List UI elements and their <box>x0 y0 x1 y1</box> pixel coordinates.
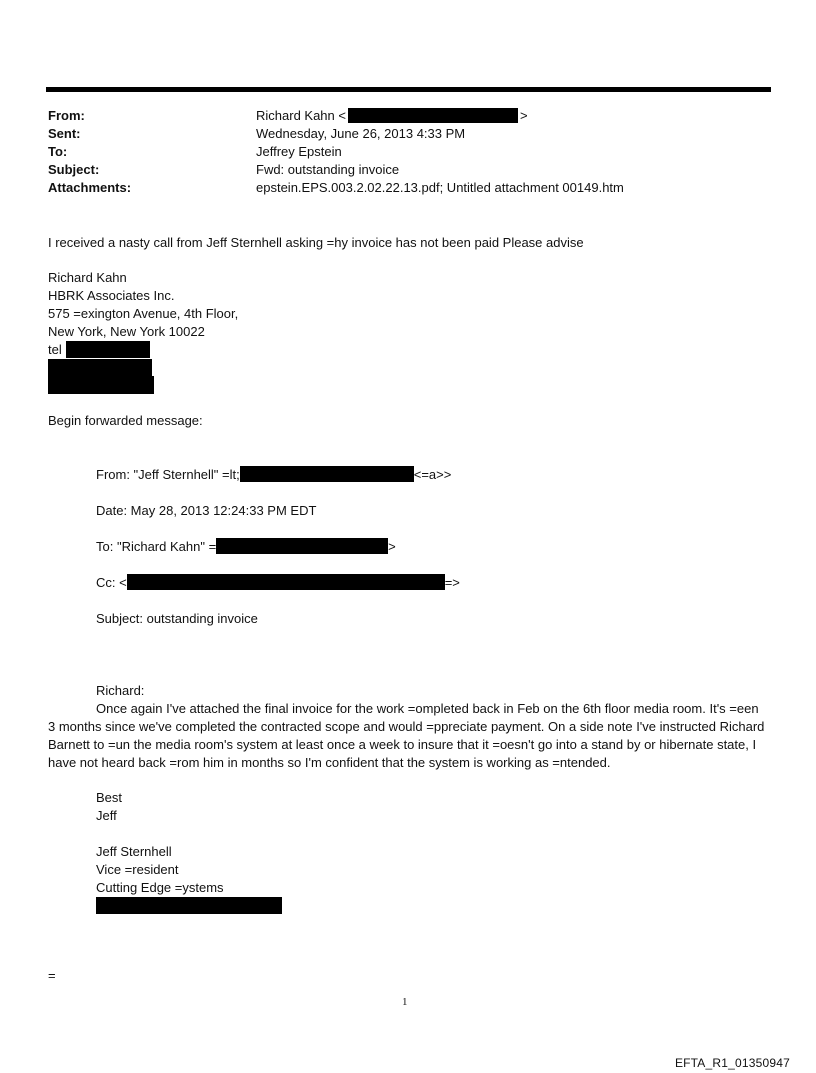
signature-company: HBRK Associates Inc. <box>48 288 175 303</box>
attachments-label: Attachments: <box>48 180 132 195</box>
fwd-paragraph: Once again I've attached the final invoice for the work =ompleted back in Feb on the 6th floor media room. It's =een 3 months since we've completed the contracted scope and would =ppreciate payment. On a side note I've instructed Richard Barnett to =un the media room's system at least once a week to insure that it =oesn't go into a stand by or hibernate state, I have not heard back =rom him in months so I'm confident that the system is working as =ntended. <box>48 701 765 770</box>
fwd-closing-name: Jeff <box>96 808 117 823</box>
fwd-salutation: Richard: <box>96 683 145 698</box>
to-label: To: <box>48 144 68 159</box>
to-value: Jeffrey Epstein <box>256 144 342 159</box>
header-rule <box>46 87 771 92</box>
signature-name: Richard Kahn <box>48 270 127 285</box>
fwd-from-suffix: <=a>> <box>413 467 452 482</box>
fwd-subject: Subject: outstanding invoice <box>96 611 258 626</box>
redaction-block <box>348 108 518 123</box>
sent-value: Wednesday, June 26, 2013 4:33 PM <box>256 126 466 141</box>
fwd-cc-suffix: => <box>444 575 460 590</box>
bates-number: EFTA_R1_01350947 <box>674 1056 790 1070</box>
signature-address1: 575 =exington Avenue, 4th Floor, <box>48 306 239 321</box>
subject-value: Fwd: outstanding invoice <box>256 162 400 177</box>
redaction-block <box>216 538 388 554</box>
fwd-to-suffix: > <box>388 539 396 554</box>
signature-tel: tel <box>48 342 62 357</box>
forward-intro: Begin forwarded message: <box>48 413 203 428</box>
signature-address2: New York, New York 10022 <box>48 324 205 339</box>
page-number: 1 <box>402 996 408 1008</box>
redaction-block <box>66 341 150 358</box>
fwd-sig-company: Cutting Edge =ystems <box>96 880 224 895</box>
attachments-value: epstein.EPS.003.2.02.22.13.pdf; Untitled attachment 00149.htm <box>256 180 624 195</box>
fwd-sig-title: Vice =resident <box>96 862 179 877</box>
subject-label: Subject: <box>48 162 100 177</box>
fwd-from-row <box>96 466 451 484</box>
trailing-equals: = <box>48 968 56 983</box>
redaction-block <box>48 359 152 376</box>
redaction-block <box>240 466 414 482</box>
from-close: > <box>519 108 528 123</box>
fwd-to-prefix: To: "Richard Kahn" = <box>96 539 217 554</box>
redaction-block <box>96 897 282 914</box>
redaction-block <box>48 376 154 394</box>
from-value <box>256 107 528 125</box>
fwd-closing: Best <box>96 790 123 805</box>
redaction-block <box>127 574 445 590</box>
from-label: From: <box>48 108 85 123</box>
fwd-cc-row <box>96 574 460 592</box>
fwd-cc-prefix: Cc: < <box>96 575 127 590</box>
fwd-sig-name: Jeff Sternhell <box>96 844 172 859</box>
sent-label: Sent: <box>48 126 81 141</box>
fwd-date: Date: May 28, 2013 12:24:33 PM EDT <box>96 503 317 518</box>
from-name: Richard Kahn < <box>256 108 346 123</box>
fwd-to-row <box>96 538 396 556</box>
message-text: I received a nasty call from Jeff Sternhell asking =hy invoice has not been paid Please advise <box>48 235 584 250</box>
fwd-from-prefix: From: "Jeff Sternhell" =lt; <box>96 467 240 482</box>
